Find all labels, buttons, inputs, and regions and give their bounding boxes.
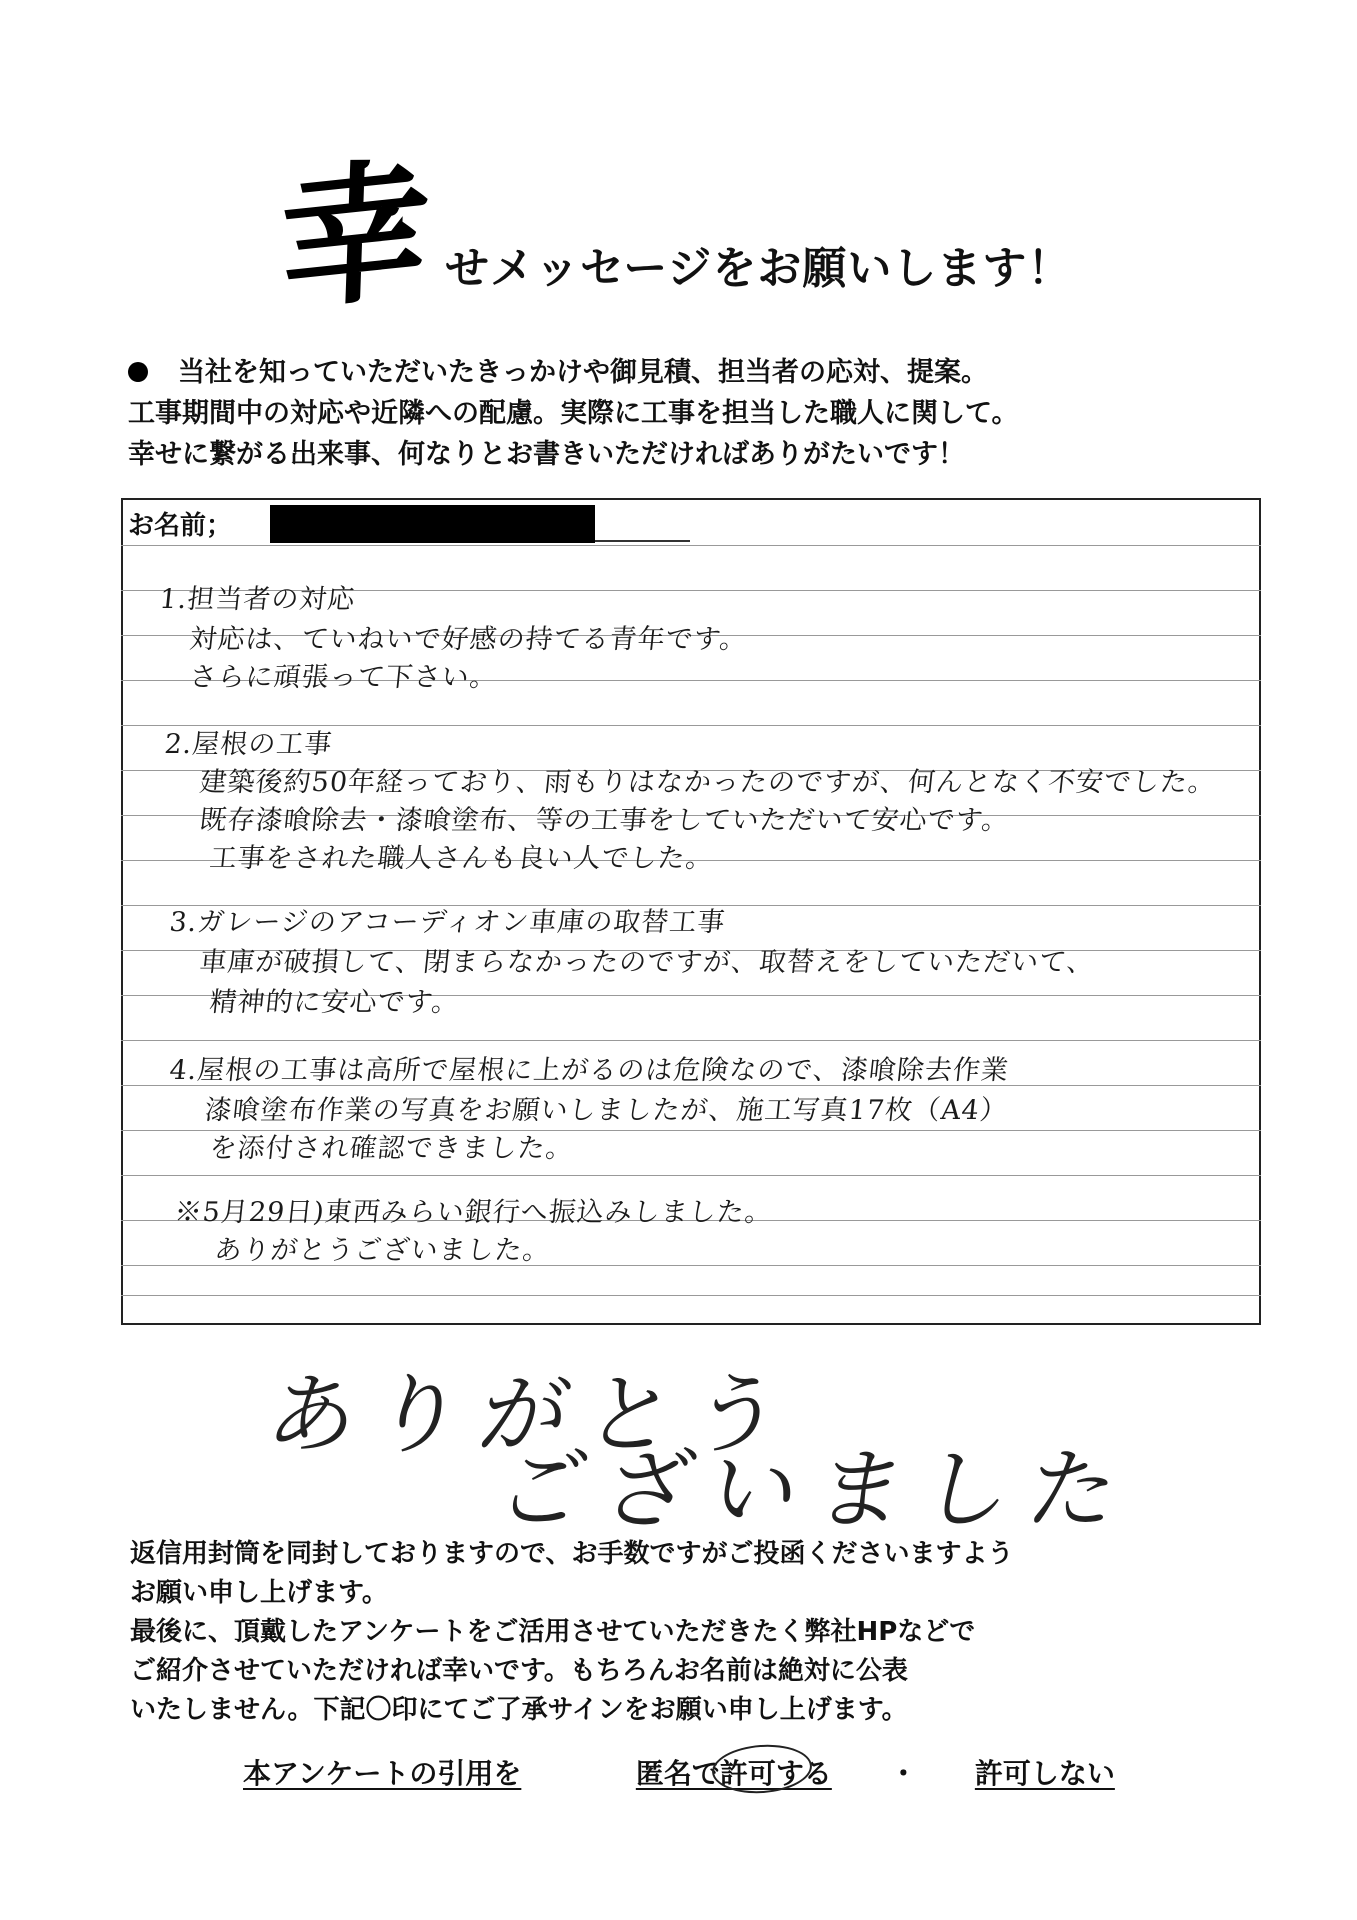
closing-line: 返信用封筒を同封しておりますので、お手数ですがご投函くださいますよう — [130, 1539, 1014, 1569]
closing-line: お願い申し上げます。 — [130, 1578, 388, 1608]
handwritten-line: 車庫が破損して、閉まらなかったのですが、取替えをしていただいて、 — [198, 947, 1097, 978]
closing-line: いたしません。下記〇印にてご了承サインをお願い申し上げます。 — [130, 1695, 908, 1725]
thanks-line-1: ありがとう — [259, 1363, 808, 1466]
consent-option-deny[interactable]: 許可しない — [974, 1757, 1115, 1790]
name-redaction — [270, 505, 595, 543]
handwritten-line: 2.屋根の工事 — [163, 729, 335, 760]
consent-option-anonymous[interactable]: 匿名で許可する — [635, 1757, 832, 1790]
bullet-icon — [128, 362, 148, 382]
name-label: お名前； — [128, 511, 233, 541]
handwritten-line: ※5月29日)東西みらい銀行へ振込みしました。 — [173, 1197, 775, 1228]
handwritten-line: さらに頑張って下さい。 — [188, 662, 500, 693]
intro-line-2: 工事期間中の対応や近隣への配慮。実際に工事を担当した職人に関して。 — [128, 398, 1019, 429]
ruled-line — [121, 1295, 1261, 1296]
closing-line: 最後に、頂戴したアンケートをご活用させていただきたく弊社HPなどで — [130, 1617, 976, 1647]
consent-prefix: 本アンケートの引用を — [243, 1757, 522, 1790]
intro-line-1: 当社を知っていただいたきっかけや御見積、担当者の応対、提案。 — [128, 352, 1248, 393]
name-underline — [595, 540, 690, 542]
handwritten-line: 既存漆喰除去・漆喰塗布、等の工事をしていただいて安心です。 — [198, 805, 1012, 836]
title-brush-kanji: 幸 — [277, 139, 433, 333]
handwritten-line: 対応は、ていねいで好感の持てる青年です。 — [188, 624, 750, 655]
handwritten-line: ありがとうございました。 — [213, 1235, 553, 1266]
page-title: せメッセージをお願いします！ — [445, 243, 1073, 294]
handwritten-line: を添付され確認できました。 — [208, 1133, 576, 1164]
handwritten-line: 1.担当者の対応 — [158, 584, 358, 615]
handwritten-line: 漆喰塗布作業の写真をお願いしましたが、施工写真17枚（A4） — [203, 1095, 1010, 1126]
handwritten-line: 建築後約50年経っており、雨もりはなかったのですが、何んとなく不安でした。 — [198, 767, 1218, 798]
closing-text — [130, 1535, 1270, 1730]
ruled-line — [121, 545, 1261, 546]
ruled-line — [121, 1175, 1261, 1176]
ruled-line — [121, 1040, 1261, 1041]
consent-row — [243, 1752, 1115, 1792]
consent-separator: ・ — [889, 1757, 918, 1790]
handwritten-line: 精神的に安心です。 — [208, 987, 462, 1018]
handwritten-line: 3.ガレージのアコーディオン車庫の取替工事 — [168, 907, 728, 938]
closing-line: ご紹介させていただければ幸いです。もちろんお名前は絶対に公表 — [130, 1656, 908, 1686]
intro-line-3: 幸せに繋がる出来事、何なりとお書きいただければありがたいです！ — [128, 439, 965, 470]
intro-text — [128, 352, 1248, 475]
handwritten-line: 4.屋根の工事は高所で屋根に上がるのは危険なので、漆喰除去作業 — [168, 1055, 1011, 1086]
handwritten-line: 工事をされた職人さんも良い人でした。 — [208, 843, 716, 874]
thanks-line-2: ございました — [489, 1438, 1144, 1541]
